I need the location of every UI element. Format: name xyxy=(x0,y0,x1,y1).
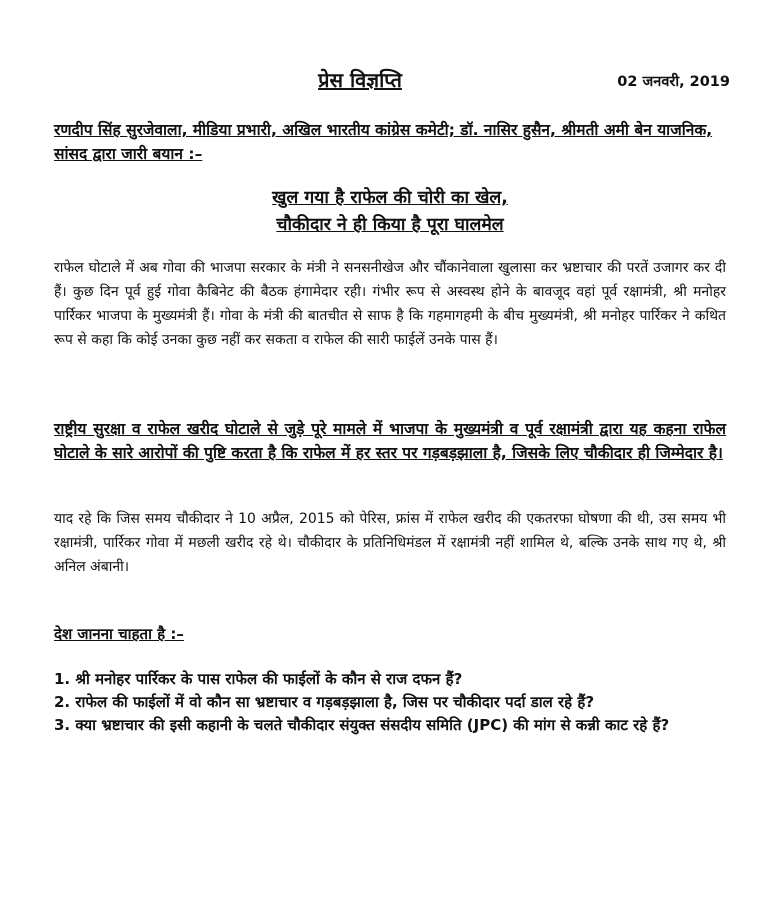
headline xyxy=(54,185,726,239)
headline-line-2: चौकीदार ने ही किया है पूरा घालमेल xyxy=(276,215,504,235)
body-paragraph-3: याद रहे कि जिस समय चौकीदार ने 10 अप्रैल, 2015 को पेरिस, फ्रांस में राफेल खरीद की एकतरफा घोषणा की थी, उस समय भी रक्षामंत्री, पार्रिकर गोवा में मछली खरीद रहे थे। चौकीदार के प्रतिनिधिमंडल में रक्षामंत्री नहीं शामिल थे, बल्कि उनके साथ गए थे, श्री अनिल अंबानी। xyxy=(54,511,726,575)
list-item: 2. राफेल की फाईलों में वो कौन सा भ्रष्टाचार व गड़बड़झाला है, जिस पर चौकीदार पर्दा डाल रहे हैं? xyxy=(54,693,595,711)
list-item: 1. श्री मनोहर पार्रिकर के पास राफेल की फाईलों के कौन से राज दफन हैं? xyxy=(54,670,463,688)
body-paragraph-1: राफेल घोटाले में अब गोवा की भाजपा सरकार के मंत्री ने सनसनीखेज और चौंकानेवाला खुलासा कर भ्रष्टाचार की परतें उजागर कर दी हैं। कुछ दिन पूर्व हुई गोवा कैबिनेट की बैठक हंगामेदार रही। गंभीर रूप से अस्वस्थ होने के बावजूद वहां पूर्व रक्षामंत्री, श्री मनोहर पार्रिकर भाजपा के मुख्यमंत्री हैं। गोवा के मंत्री की बातचीत से साफ है कि गहमागहमी के बीच मुख्यमंत्री, श्री मनोहर पार्रिकर ने कथित रूप से कहा कि कोई उनका कुछ नहीं कर सकता व राफेल की सारी फाईलें उनके पास हैं। xyxy=(54,260,726,348)
questions-list xyxy=(54,668,726,737)
highlight-paragraph: राष्ट्रीय सुरक्षा व राफेल खरीद घोटाले से जुड़े पूरे मामले में भाजपा के मुख्यमंत्री व पूर्व रक्षामंत्री द्वारा यह कहना राफेल घोटाले के सारे आरोपों की पुष्टि करता है कि राफेल में हर स्तर पर गड़बड़झाला है, जिसके लिए चौकीदार ही जिम्मेदार है। xyxy=(54,420,726,462)
release-date: 02 जनवरी, 2019 xyxy=(617,74,730,90)
questions-heading: देश जानना चाहता है :– xyxy=(54,625,184,643)
headline-line-1: खुल गया है राफेल की चोरी का खेल, xyxy=(272,188,508,208)
issuer-statement: रणदीप सिंह सुरजेवाला, मीडिया प्रभारी, अखिल भारतीय कांग्रेस कमेटी; डॉ. नासिर हुसैन, श्रीमती अमी बेन याजनिक, सांसद द्वारा जारी बयान :– xyxy=(54,121,713,163)
list-item: 3. क्या भ्रष्टाचार की इसी कहानी के चलते चौकीदार संयुक्त संसदीय समिति (JPC) की मांग से कन्नी काट रहे हैं? xyxy=(54,716,670,734)
page-title: प्रेस विज्ञप्ति xyxy=(318,68,402,92)
